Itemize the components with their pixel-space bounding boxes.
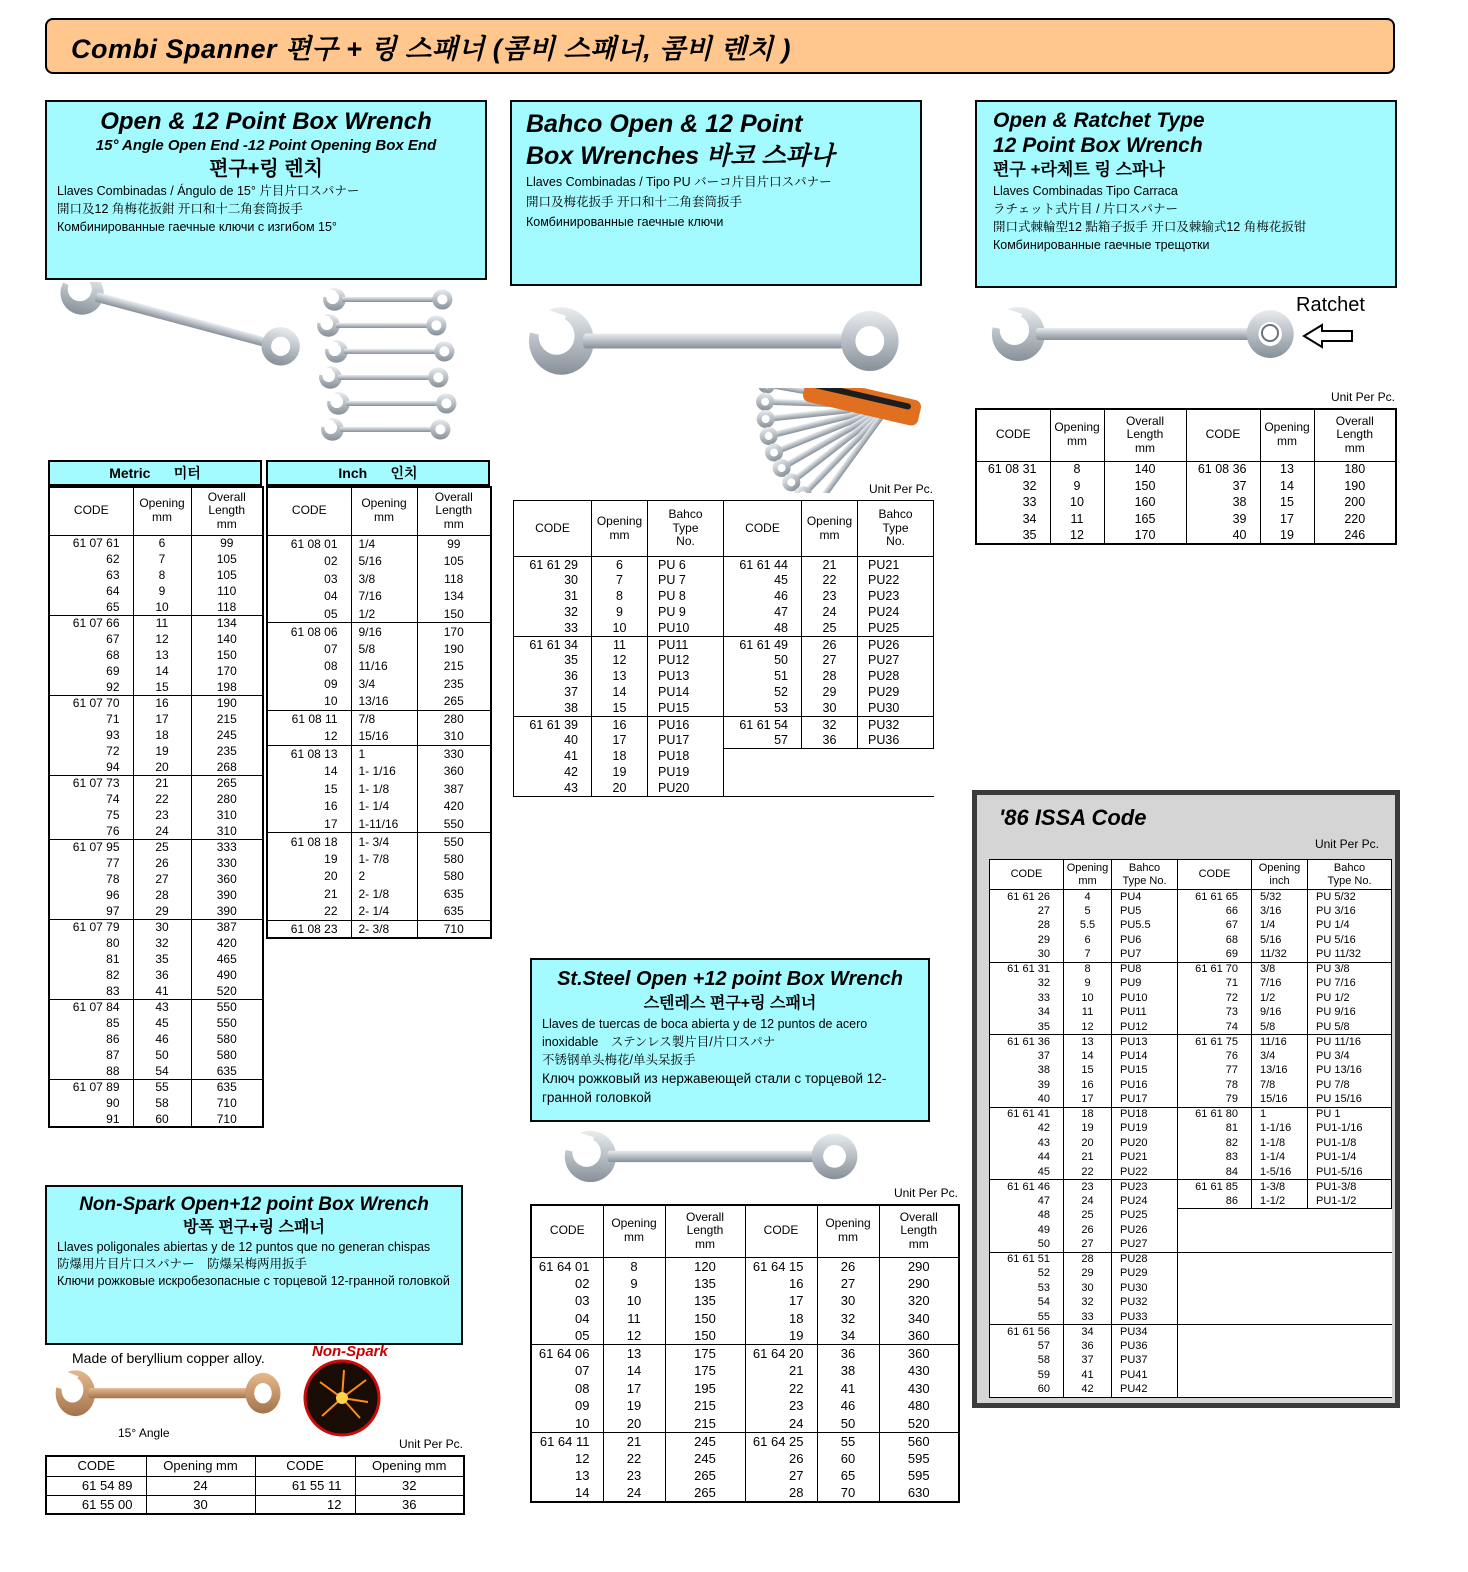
nonspark-wrench-photo: [50, 1366, 290, 1424]
issa-table: CODE Opening mm Bahco Type No. CODE Opening inch Bahco Type No. 61 61 26 4 PU4 61 61 65 5/32 PU 5/32 27 5 PU5 66 3/16 PU 3/16 28 5.5 PU5.5 67 1/4 PU 1/4 29 6 PU6 68 5/16 PU 5/16 30 7 PU7 69 11/32 PU 11/32 61 61 31 8 PU8 61 61 70 3/8 PU 3/8 32 9 PU9 71 7/16 PU 7/16 33 10 PU10 72 1/2 PU 1/2 34 11 PU11 73 9/16 PU 9/16 35 12 PU12 74 5/8 PU 5/8 61 61 36 13 PU13 61 61 75 11/16 PU 11/16 37 14 PU14 76 3/4 PU 3/4 38 15 PU15 77 13/16 PU 13/16 39 16 PU16 78 7/8 PU 7/8 40 17 PU17 79 15/16 PU 15/16 61 61 41 18 PU18 61 61 80 1 PU 1 42 19 PU19 81 1-1/16 PU1-1/16 43 20 PU20 82 1-1/8 PU1-1/8 44 21 PU21 83 1-1/4 PU1-1/4 45 22 PU22 84 1-5/16 PU1-5/16 61 61 46 23 PU23 61 61 85 1-3/8 PU1-3/8 47 24 PU24 86 1-1/2 PU1-1/2 48 25 PU25 49 26 PU26 50 27 PU27 61 61 51 28 PU28 52 29 PU29 53 30 PU30 54 32 PU32 55 33 PU33 61 61 56 34 PU34 57 36 PU36 58 37 PU37 59 41 PU41 60 42 PU42: [989, 859, 1392, 1398]
section-subtitle: 15° Angle Open End -12 Point Opening Box End: [95, 137, 437, 154]
desc-line: 開口及12 角梅花扳鉗 开口和十二角套筒扳手: [57, 202, 303, 216]
unit-per-pc-label: Unit Per Pc.: [1314, 837, 1379, 851]
section-korean-title: 편구+링 렌치: [209, 158, 323, 180]
desc-line: Ключи рожковые искробезопасные с торцевой 12-гранной головкой: [57, 1274, 450, 1288]
section-title: Open & Ratchet Type: [993, 109, 1205, 132]
desc-line: 開口式棘輪型12 點箱子扳手 开口及棘输式12 角梅花扳钳: [993, 220, 1307, 234]
section-title: Non-Spark Open+12 point Box Wrench: [79, 1194, 429, 1215]
desc-line: 開口及梅花扳手 开口和十二角套筒扳手: [526, 195, 742, 209]
desc-line: Llaves Combinadas Tipo Carraca: [993, 184, 1178, 198]
left-arrow-icon: [1300, 322, 1356, 350]
section-korean-title: 편구 +라체트 링 스파나: [993, 160, 1165, 179]
section-ratchet-header: [975, 100, 1397, 288]
bahco-wrench-set-photo: [685, 388, 930, 493]
bahco-table: CODE Opening mm Bahco Type No. CODE Opening mm Bahco Type No. 61 61 29 6 PU 6 61 61 44 21 PU21 30 7 PU 7 45 22 PU22 31 8 PU 8 46 23 PU23 32 9 PU 9 47 24 PU24 33 10 PU10 48 25 PU25 61 61 34 11 PU11 61 61 49 26 PU26 35 12 PU12 50 27 PU27 36 13 PU13 51 28 PU28 37 14 PU14 52 29 PU29 38 15 PU15 53 30 PU30 61 61 39 16 PU16 61 61 54 32 PU32 40 17 PU17 57 36 PU36 41 18 PU18 42 19 PU19 43 20 PU20: [513, 500, 934, 797]
section-nonspark-header: [45, 1185, 463, 1345]
metric-table: CODE Opening mm Overall Length mm 61 07 61 6 99 62 7 105 63 8 105 64 9 110 65 10 118 61 07 66 11 134 67 12 140 68 13 150 69 14 170 92 15 198 61 07 70 16 190 71 17 215 93 18 245 72 19 235 94 20 268 61 07 73 21 265 74 22 280 75 23 310 76 24 310 61 07 95 25 333 77 26 330 78 27 360 96 28 390 97 29 390 61 07 79 30 387 80 32 420 81 35 465 82 36 490 83 41 520 61 07 84 43 550 85 45 550 86 46 580 87 50 580 88 54 635 61 07 89 55 635 90 58 710 91 60 710: [48, 486, 264, 1128]
section-title-2: 12 Point Box Wrench: [993, 134, 1203, 157]
combination-wrench-photo: [45, 282, 485, 454]
section-title-2: Box Wrenches 바코 스파나: [526, 142, 834, 170]
page-title-banner: [45, 18, 1395, 74]
issa-title: '86 ISSA Code: [999, 805, 1147, 830]
ststeel-wrench-photo: [556, 1126, 866, 1188]
desc-line: Llaves Combinadas / Ángulo de 15° 片目片口スパナー: [57, 184, 360, 198]
beryllium-note: Made of beryllium copper alloy.: [72, 1350, 265, 1366]
ratchet-table: CODE Opening mm Overall Length mm CODE Opening mm Overall Length mm 61 08 31 8 140 61 08 36 13 180 32 9 150 37 14 190 33 10 160 38 15 200 34 11 165 39 17 220 35 12 170 40 19 246: [975, 408, 1397, 545]
unit-per-pc-label: Unit Per Pc.: [893, 1186, 958, 1200]
desc-line: 不锈钢单头梅花/单头呆扳手: [542, 1053, 696, 1067]
desc-line: Llaves Combinadas / Tipo PU バーコ片目片口スパナー: [526, 175, 832, 189]
section-title: Open & 12 Point Box Wrench: [100, 108, 432, 135]
desc-line: Комбинированные гаечные ключи с изгибом 15°: [57, 220, 337, 234]
desc-line: Комбинированные гаечные ключи: [526, 215, 724, 229]
unit-per-pc-label: Unit Per Pc.: [868, 482, 933, 496]
section-title: Bahco Open & 12 Point: [526, 110, 803, 138]
section-title: St.Steel Open +12 point Box Wrench: [557, 968, 903, 990]
page-title: Combi Spanner 편구 + 링 스패너 (콤비 스패너, 콤비 렌치 ): [71, 33, 792, 64]
section-ststeel-header: [530, 958, 930, 1122]
issa-code-box: [972, 790, 1400, 1408]
ratchet-wrench-photo: [985, 300, 1305, 370]
section-bahco-header: [510, 100, 922, 286]
desc-line: Комбинированные гаечные трещотки: [993, 238, 1210, 252]
bahco-wrench-photo: [515, 295, 920, 387]
section-open12-header: [45, 100, 487, 280]
section-korean-title: 스텐레스 편구+링 스패너: [643, 995, 817, 1012]
nonspark-table: CODE Opening mm CODE Opening mm 61 54 89 24 61 55 11 32 61 55 00 30 12 36: [45, 1455, 465, 1515]
non-spark-label: Non-Spark: [312, 1343, 388, 1360]
section-korean-title: 방폭 편구+링 스패너: [183, 1219, 325, 1236]
desc-line: 防爆用片目片口スパナー 防爆呆梅两用扳手: [57, 1257, 308, 1271]
unit-per-pc-label: Unit Per Pc.: [1330, 390, 1395, 404]
spark-photo: [302, 1358, 382, 1438]
unit-per-pc-label: Unit Per Pc.: [398, 1437, 463, 1451]
desc-line: Llaves de tuercas de boca abierta y de 12 puntos de acero inoxidable ステンレス製片目/片口スパナ: [542, 1017, 868, 1049]
desc-line: Ключ рожковый из нержавеющей стали с торцевой 12-гранной головкой: [542, 1071, 887, 1105]
inch-table: CODE Opening mm Overall Length mm 61 08 01 1/4 99 02 5/16 105 03 3/8 118 04 7/16 134 05 1/2 150 61 08 06 9/16 170 07 5/8 190 08 11/16 215 09 3/4 235 10 13/16 265 61 08 11 7/8 280 12 15/16 310 61 08 13 1 330 14 1- 1/16 360 15 1- 1/8 387 16 1- 1/4 420 17 1-11/16 550 61 08 18 1- 3/4 550 19 1- 7/8 580 20 2 580 21 2- 1/8 635 22 2- 1/4 635 61 08 23 2- 3/8 710: [266, 486, 492, 939]
ratchet-caption: Ratchet: [1296, 294, 1365, 316]
desc-line: Llaves poligonales abiertas y de 12 puntos que no generan chispas: [57, 1240, 431, 1254]
ststeel-table: CODE Opening mm Overall Length mm CODE Opening mm Overall Length mm 61 64 01 8 120 61 64 15 26 290 02 9 135 16 27 290 03 10 135 17 30 320 04 11 150 18 32 340 05 12 150 19 34 360 61 64 06 13 175 61 64 20 36 360 07 14 175 21 38 430 08 17 195 22 41 430 09 19 215 23 46 480 10 20 215 24 50 520 61 64 11 21 245 61 64 25 55 560 12 22 245 26 60 595 13 23 265 27 65 595 14 24 265 28 70 630: [530, 1204, 960, 1503]
desc-line: ラチェット式片目 / 片口スパナー: [993, 202, 1179, 216]
inch-table-caption: Inch 인치: [266, 460, 490, 486]
angle-15-label: 15° Angle: [118, 1426, 170, 1440]
metric-table-caption: Metric 미터: [48, 460, 262, 486]
